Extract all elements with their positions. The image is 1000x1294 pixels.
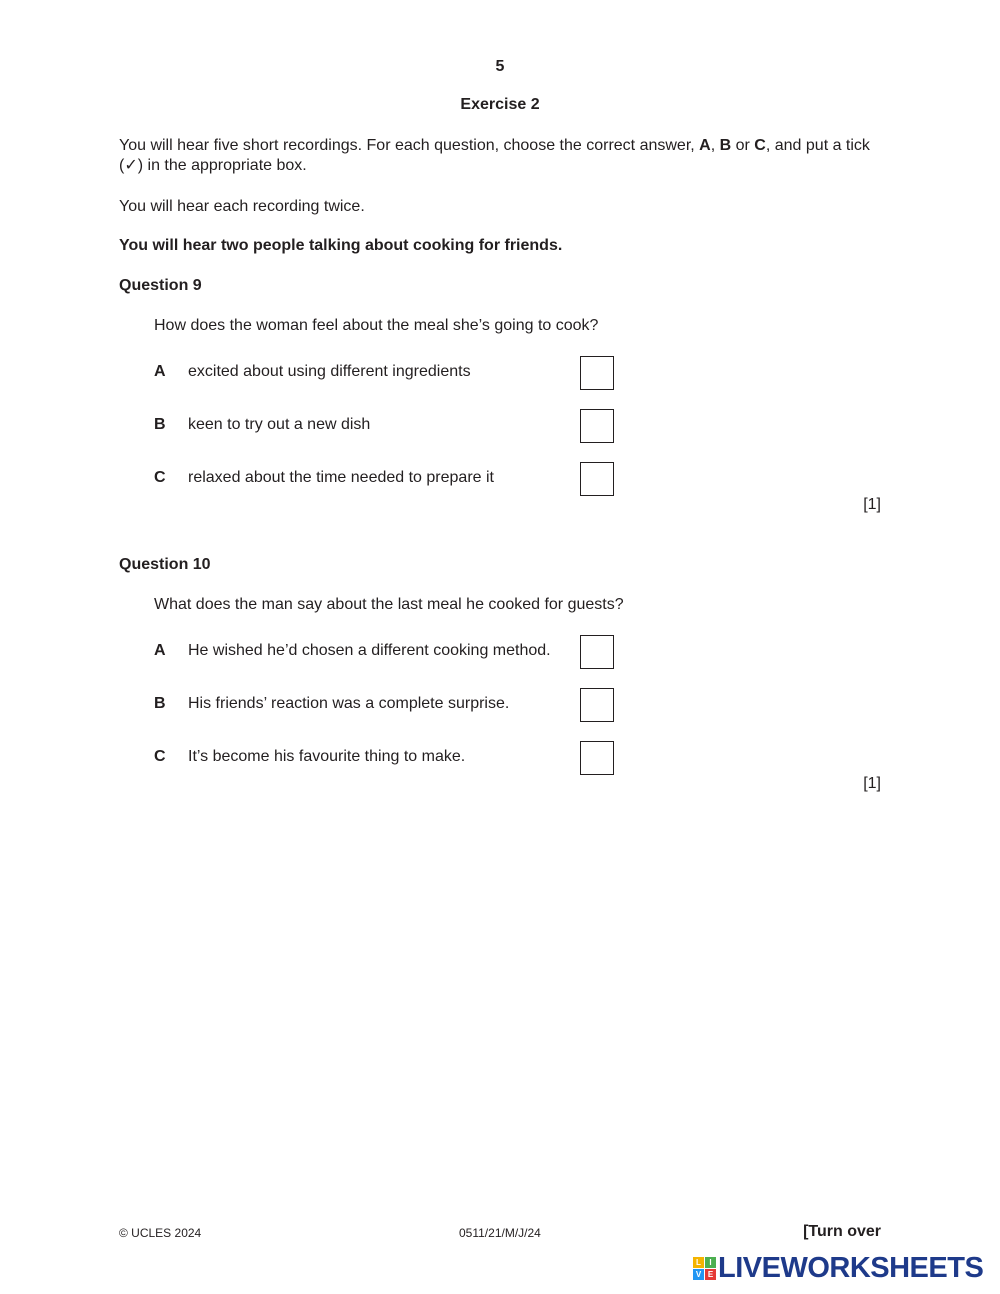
q10-option-b-text: His friends’ reaction was a complete surprise. — [188, 695, 510, 712]
separator-1: , — [710, 137, 720, 154]
page-number: 5 — [495, 58, 505, 75]
letter-a: A — [699, 137, 711, 154]
q9-option-c-text: relaxed about the time needed to prepare it — [188, 469, 494, 486]
exercise-title: Exercise 2 — [460, 96, 540, 113]
q9-option-b-text: keen to try out a new dish — [188, 416, 371, 433]
liveworksheets-logo[interactable] — [693, 1253, 983, 1283]
question-9-heading: Question 9 — [119, 277, 202, 294]
turn-over: [Turn over — [803, 1223, 881, 1240]
q9-option-a-text: excited about using different ingredients — [188, 363, 471, 380]
q9-option-a-checkbox[interactable] — [580, 356, 614, 390]
q10-option-c-checkbox[interactable] — [580, 741, 614, 775]
footer-copyright: © UCLES 2024 — [119, 1226, 202, 1240]
q9-option-b-checkbox[interactable] — [580, 409, 614, 443]
instructions-twice: You will hear each recording twice. — [119, 198, 365, 215]
q10-option-b-checkbox[interactable] — [580, 688, 614, 722]
logo-icon-v: V — [693, 1269, 704, 1280]
context-statement: You will hear two people talking about cooking for friends. — [119, 237, 563, 254]
question-9-text: How does the woman feel about the meal she’s going to cook? — [154, 317, 599, 334]
q10-option-a-checkbox[interactable] — [580, 635, 614, 669]
q10-option-a-letter: A — [154, 642, 166, 659]
q9-option-a-letter: A — [154, 363, 166, 380]
separator-2: or — [731, 137, 755, 154]
q10-mark: [1] — [863, 775, 881, 792]
logo-icon-l: L — [693, 1257, 704, 1268]
logo-icon-i: I — [705, 1257, 716, 1268]
q9-option-c-letter: C — [154, 469, 166, 486]
q10-option-a-text: He wished he’d chosen a different cooking method. — [188, 642, 551, 659]
letter-c: C — [754, 137, 766, 154]
q10-option-b-letter: B — [154, 695, 166, 712]
instructions-text-2: , and put a tick (✓) in the appropriate box. — [119, 137, 870, 174]
liveworksheets-logo-icon — [693, 1257, 716, 1280]
liveworksheets-logo-text: LIVEWORKSHEETS — [718, 1252, 984, 1284]
q10-option-c-text: It’s become his favourite thing to make. — [188, 748, 466, 765]
letter-b: B — [719, 137, 732, 154]
footer-code: 0511/21/M/J/24 — [459, 1226, 541, 1240]
instructions-text-1: You will hear five short recordings. For each question, choose the correct answer, — [119, 137, 700, 154]
q9-option-b-letter: B — [154, 416, 166, 433]
instructions-paragraph — [119, 136, 889, 176]
q10-option-c-letter: C — [154, 748, 166, 765]
logo-icon-e: E — [705, 1269, 716, 1280]
question-10-heading: Question 10 — [119, 556, 211, 573]
q9-mark: [1] — [863, 496, 881, 513]
question-10-text: What does the man say about the last meal he cooked for guests? — [154, 596, 624, 613]
q9-option-c-checkbox[interactable] — [580, 462, 614, 496]
